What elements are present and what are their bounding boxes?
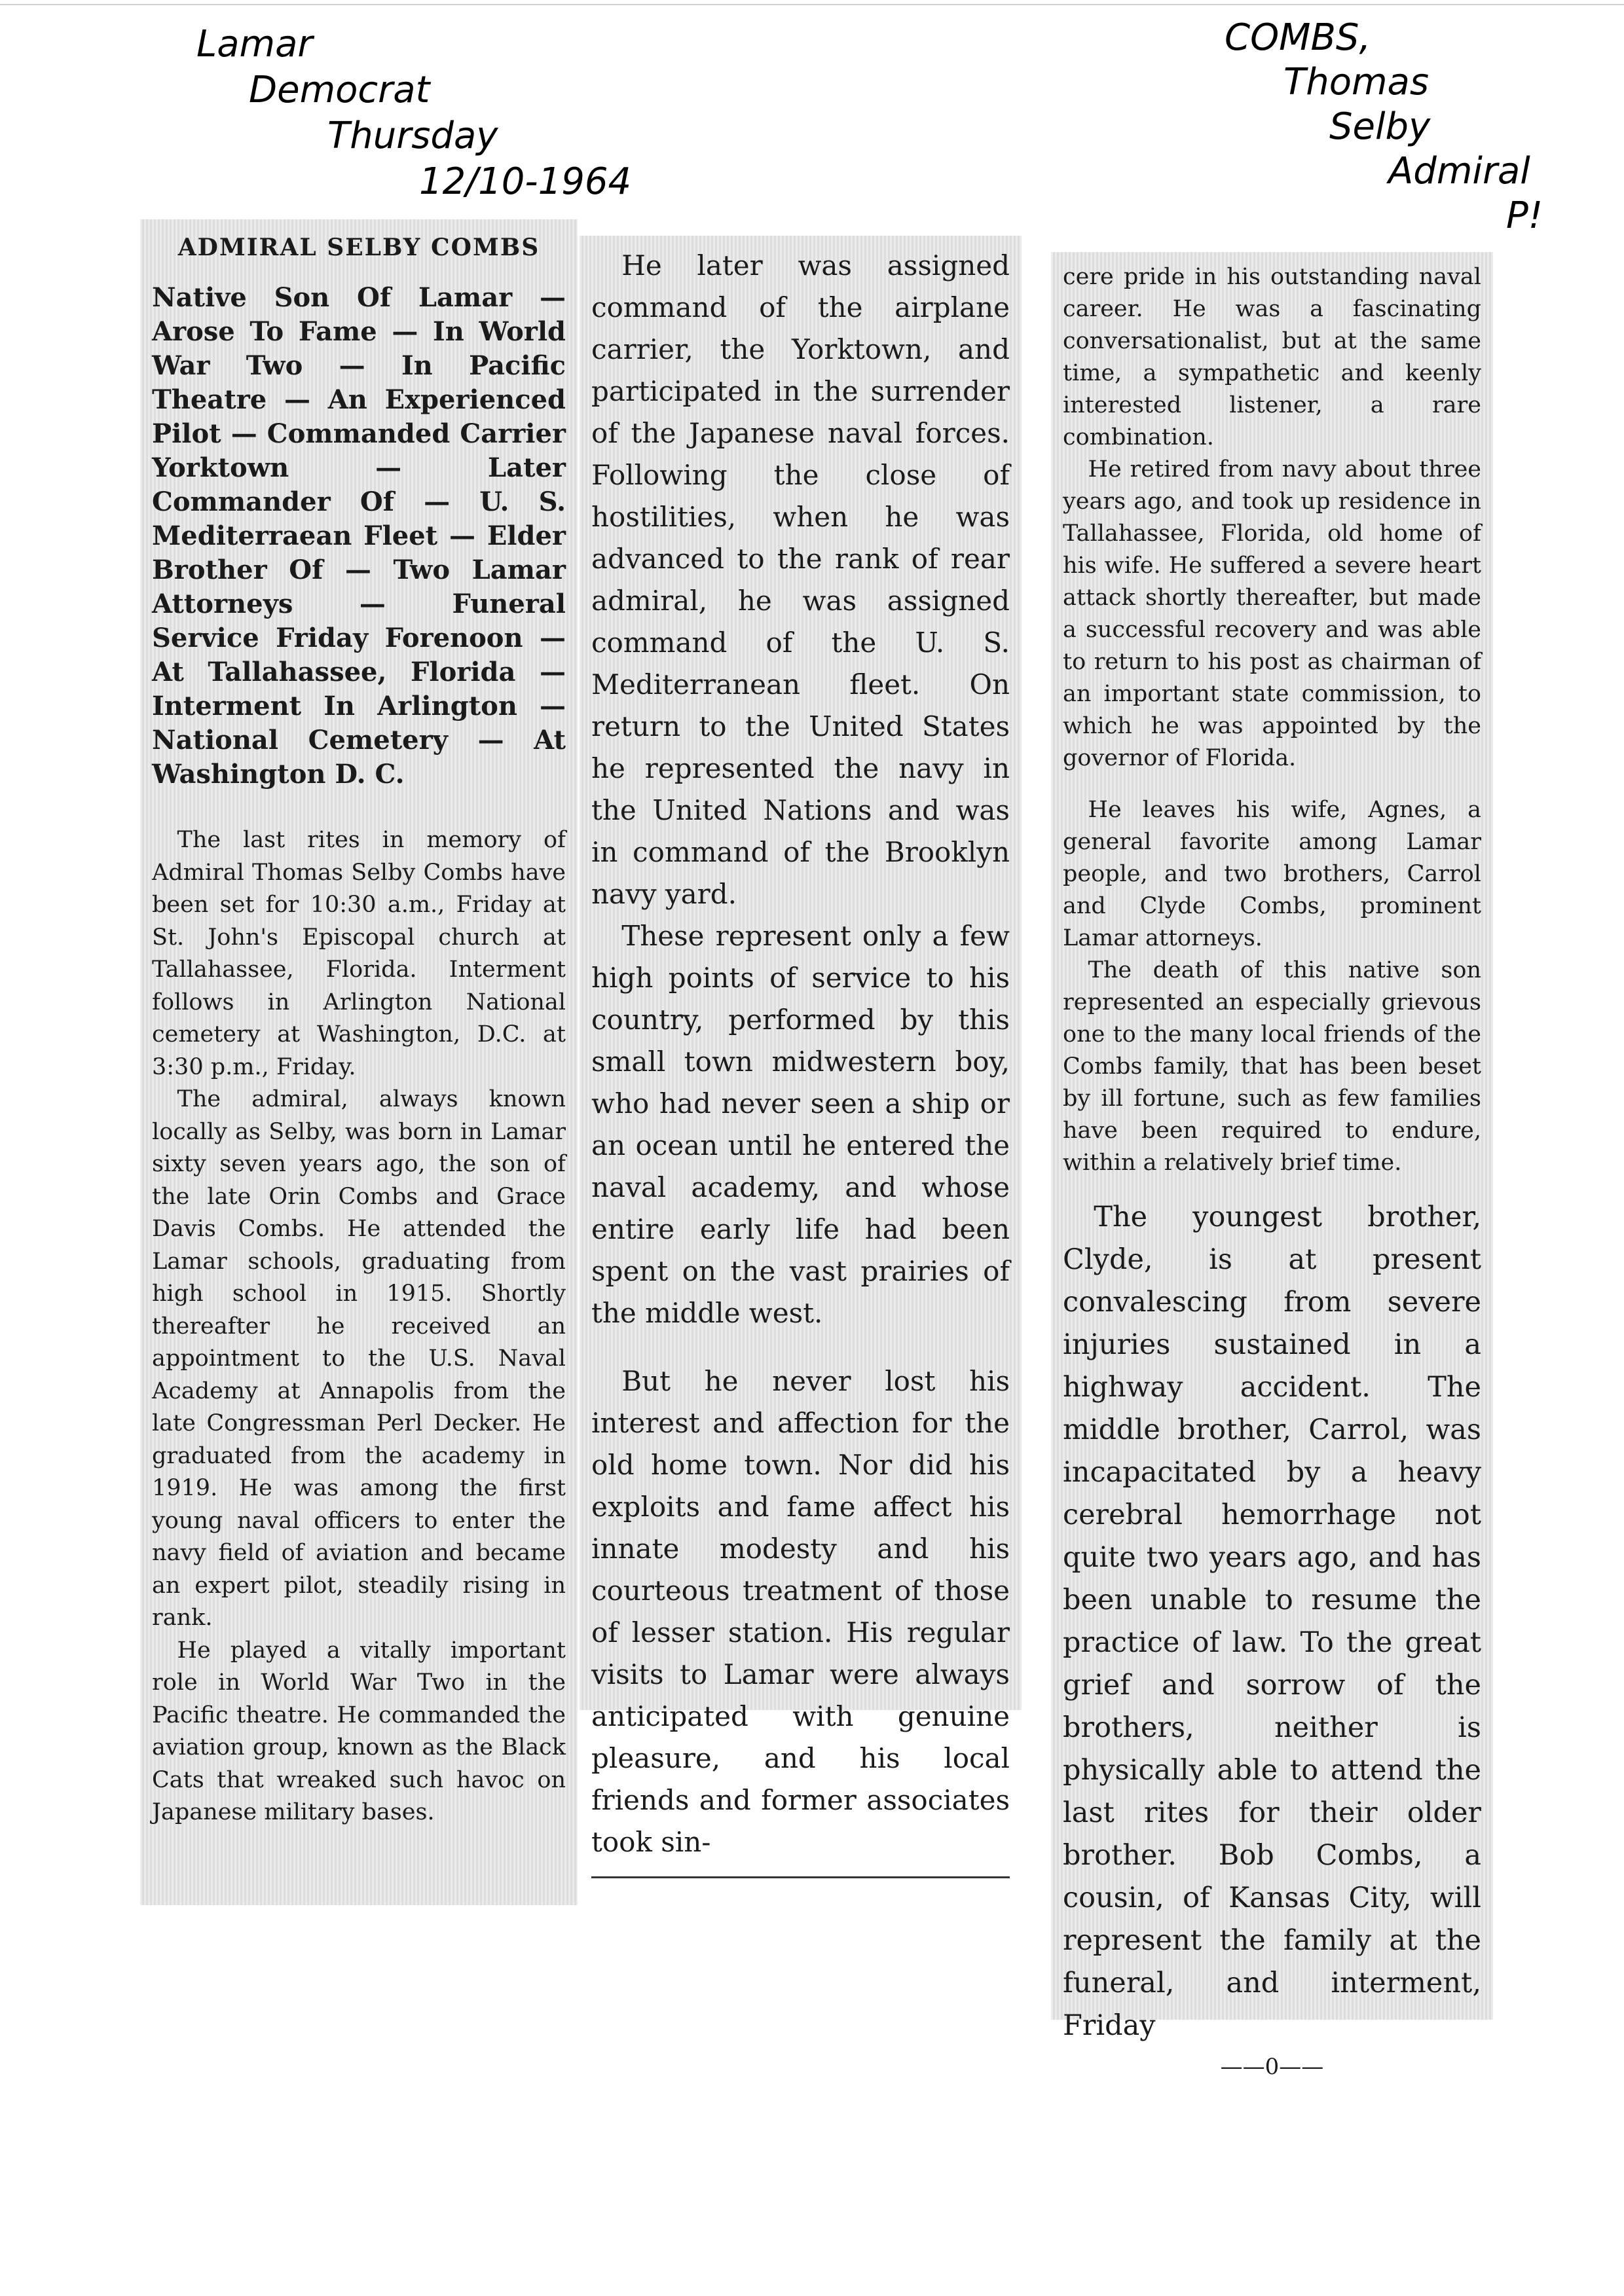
end-mark: ——0—— — [1220, 2054, 1324, 2080]
paragraph: These represent only a few high points of service to his country, performed by this small town midwestern boy, who had never seen a ship or an ocean until he entered the naval academy, and whose entire early life had been spent on the vast prairies of the middle west. — [591, 920, 1010, 1329]
paragraph: He played a vitally important role in World War Two in the Pacific theatre. He commanded the aviation group, known as the Black Cats that wreaked such havoc on Japanese military bases. — [152, 1637, 566, 1825]
clipping-column-2 — [580, 236, 1022, 1858]
handwriting-line: COMBS, — [1225, 16, 1371, 59]
handwriting-line: 12/10-1964 — [419, 160, 632, 203]
handwriting-line: Thursday — [327, 115, 498, 157]
handwriting-line: Thomas — [1283, 61, 1430, 103]
handwriting-line: Lamar — [196, 23, 313, 65]
headline: ADMIRAL SELBY COMBS — [177, 234, 540, 261]
handwriting-line: P! — [1506, 194, 1543, 237]
clipping-column-3 — [1051, 252, 1493, 2080]
paragraph: He leaves his wife, Agnes, a general favorite among Lamar people, and two brothers, Carrol and Clyde Combs, prominent Lamar attorneys. — [1063, 797, 1481, 951]
handwriting-line: Admiral — [1388, 150, 1530, 192]
column-rule — [591, 1876, 1010, 1878]
paragraph: But he never lost his interest and affection for the old home town. Nor did his exploits and fame affect his innate modesty and his courteous treatment of those of lesser station. His regular visits to Lamar were always anticipated with genuine pleasure, and his local friends and former associates took sin- — [591, 1365, 1010, 1858]
paragraph: The last rites in memory of Admiral Thomas Selby Combs have been set for 10:30 a.m., Friday at St. John's Episcopal church at Tallahassee, Florida. Interment follows in Arlington National cemetery at Washington, D.C. at 3:30 p.m., Friday. — [152, 827, 566, 1080]
paragraph: He retired from navy about three years ago, and took up residence in Tallahassee, Florida, old home of his wife. He suffered a severe heart attack shortly thereafter, but made a successful recovery and was able to return to his post as chairman of an important state commission, to which he was appointed by the governor of Florida. — [1063, 456, 1481, 771]
paragraph: cere pride in his outstanding naval career. He was a fascinating conversationalist, but at the same time, a sympathetic and keenly interested listener, a rare combination. — [1063, 264, 1481, 450]
paragraph: The youngest brother, Clyde, is at present convalescing from severe injuries sustained in a highway accident. The middle brother, Carrol, was incapacitated by a heavy cerebral hemorrhage not quite two years ago, and has been unable to resume the practice of law. To the great grief and sorrow of the brothers, neither is physically able to attend the last rites for their older brother. Bob Combs, a cousin, of Kansas City, will represent the family at the funeral, and interment, Friday — [1063, 1201, 1481, 2042]
subheadline: Native Son Of Lamar — Arose To Fame — In World War Two — In Pacific Theatre — An Experienced Pilot — Commanded Carrier Yorktown — Later Commander Of — U. S. Mediterraean Fleet — Elder Brother Of — Two Lamar Attorneys — Funeral Service Friday Forenoon — At Tallahassee, Florida — Interment In Arlington — National Cemetery — At Washington D. C. — [152, 282, 566, 790]
clipping-column-1 — [140, 219, 578, 1905]
paragraph: The admiral, always known locally as Selby, was born in Lamar sixty seven years ago, the son of the late Orin Combs and Grace Davis Combs. He attended the Lamar schools, graduating from high school in 1915. Shortly thereafter he received an appointment to the U.S. Naval Academy at Annapolis from the late Congressman Perl Decker. He graduated from the academy in 1919. He was among the first young naval officers to enter the navy field of aviation and became an expert pilot, steadily rising in rank. — [152, 1086, 566, 1631]
paragraph: The death of this native son represented an especially grievous one to the many local friends of the Combs family, that has been beset by ill fortune, such as few families have been required to endure, within a relatively brief time. — [1063, 957, 1481, 1176]
handwriting-line: Selby — [1329, 105, 1431, 148]
handwriting-line: Democrat — [249, 69, 430, 111]
paragraph: He later was assigned command of the airplane carrier, the Yorktown, and participated in the surrender of the Japanese naval forces. Following the close of hostilities, when he was advanced to the rank of rear admiral, he was assigned command of the U. S. Mediterranean fleet. On return to the United States he represented the navy in the United Nations and was in command of the Brooklyn navy yard. — [591, 249, 1010, 910]
scan-edge — [0, 4, 1624, 5]
